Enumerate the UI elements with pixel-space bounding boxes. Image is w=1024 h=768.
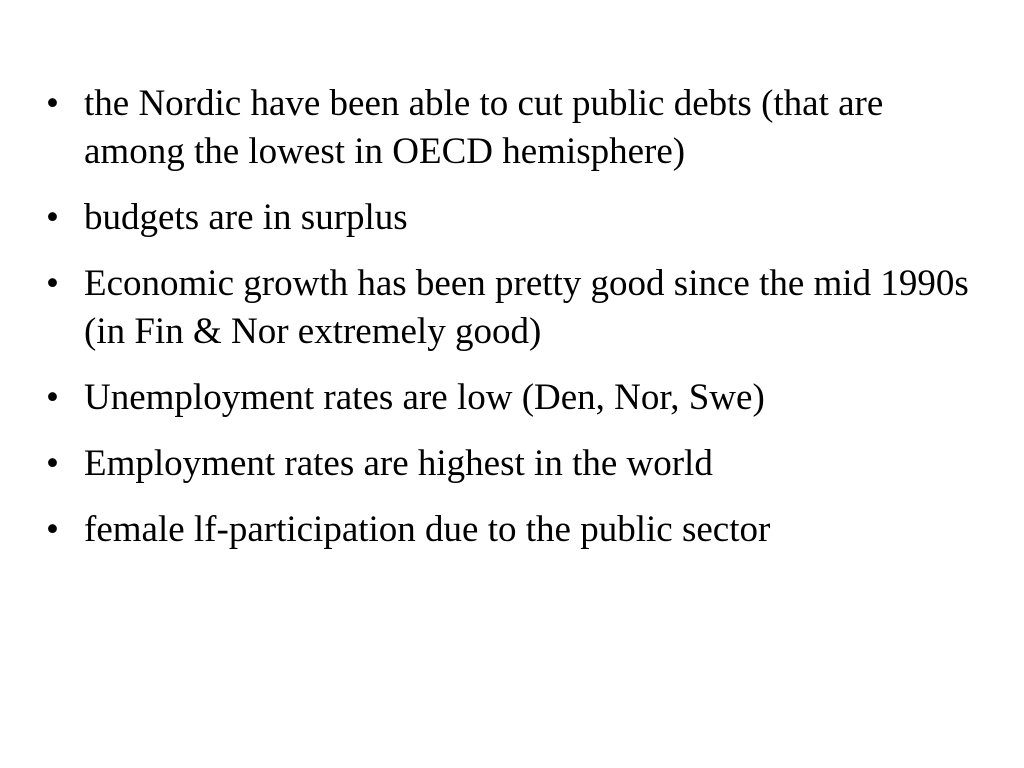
bullet-item-budgets — [46, 194, 986, 242]
bullet-text: the Nordic have been able to cut public debts (that are among the lowest in OECD hemisphere) — [84, 83, 884, 172]
bullet-text: Employment rates are highest in the world — [84, 443, 713, 484]
bullet-item-debts — [46, 80, 986, 176]
bullet-item-employment — [46, 440, 986, 488]
bullet-text: Economic growth has been pretty good since the mid 1990s (in Fin & Nor extremely good) — [84, 263, 969, 352]
bullet-item-growth — [46, 260, 986, 356]
bullet-icon: • — [46, 377, 59, 418]
bullet-icon: • — [46, 263, 59, 304]
bullet-item-unemployment — [46, 374, 986, 422]
bullet-text: female lf-participation due to the public sector — [84, 509, 771, 550]
bullet-icon: • — [46, 197, 59, 238]
bullet-item-female-participation — [46, 506, 986, 554]
bullet-icon: • — [46, 83, 59, 124]
bullet-list — [46, 80, 986, 572]
bullet-text: budgets are in surplus — [84, 197, 408, 238]
bullet-icon: • — [46, 443, 59, 484]
bullet-text: Unemployment rates are low (Den, Nor, Swe) — [84, 377, 765, 418]
bullet-icon: • — [46, 509, 59, 550]
